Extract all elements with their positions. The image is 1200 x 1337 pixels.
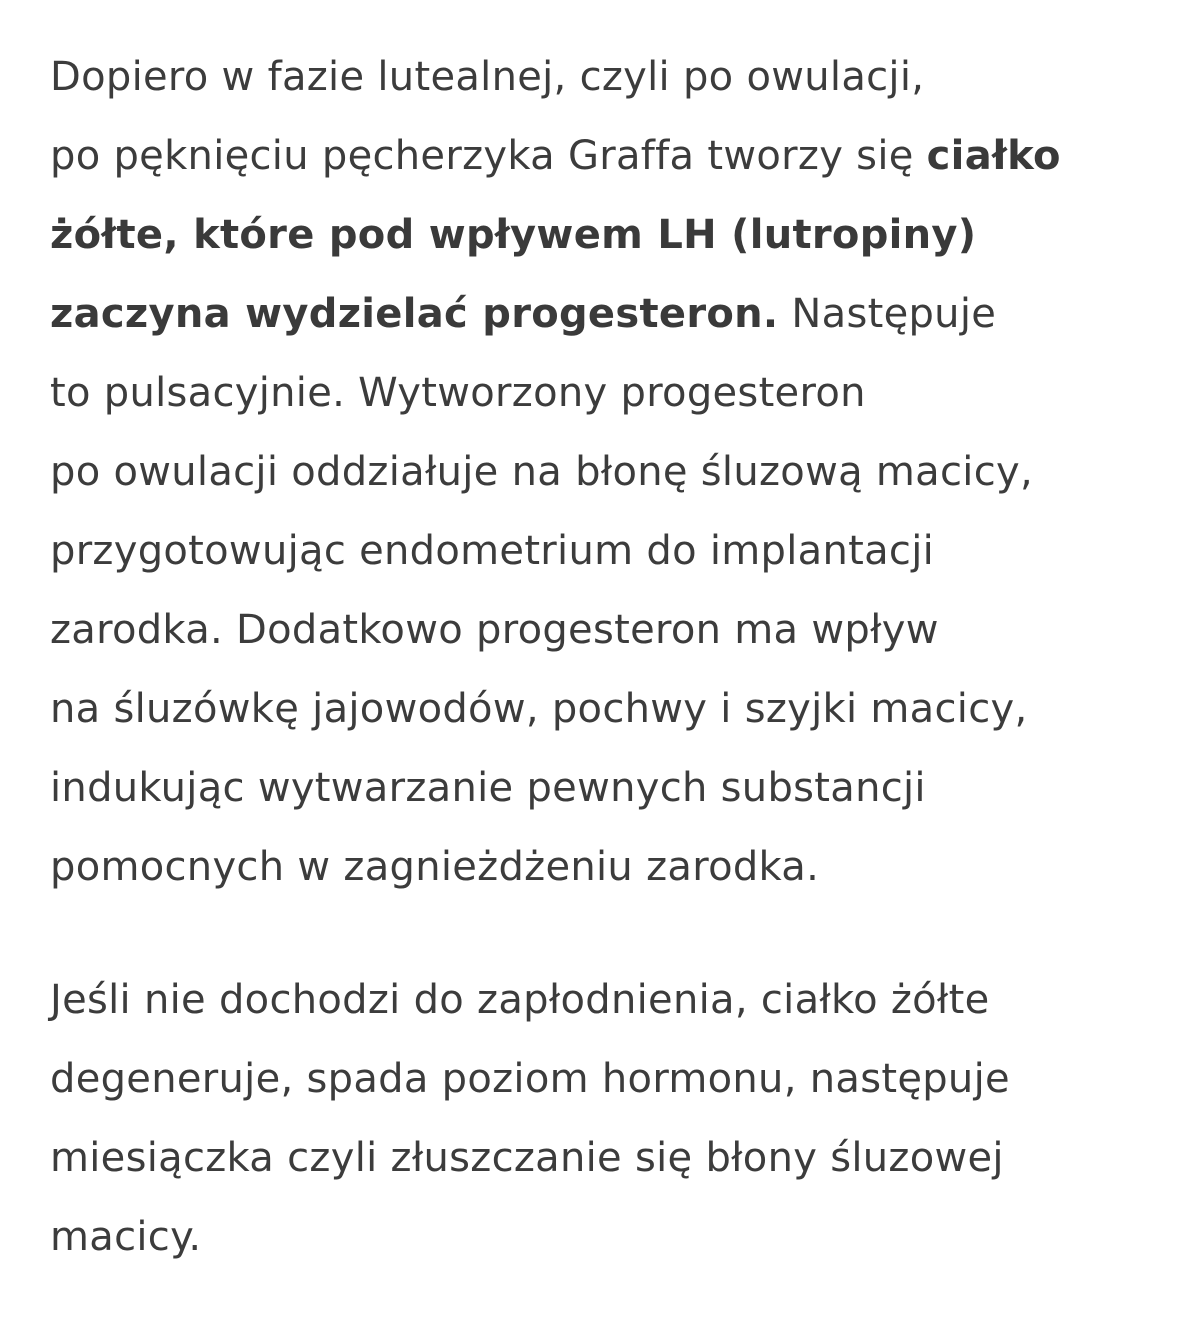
text-segment: Następuje <box>778 291 997 337</box>
text-line: macicy. <box>50 1214 202 1260</box>
text-line: miesiączka czyli złuszczanie się błony śluzowej <box>50 1135 1004 1181</box>
text-line: po owulacji oddziałuje na błonę śluzową macicy, <box>50 449 1033 495</box>
article-body <box>50 38 1160 1277</box>
text-line: to pulsacyjnie. Wytworzony progesteron <box>50 370 866 416</box>
text-line <box>50 117 1160 196</box>
text-line: indukując wytwarzanie pewnych substancji <box>50 765 926 811</box>
text-line: przygotowując endometrium do implantacji <box>50 528 935 574</box>
text-line: pomocnych w zagnieżdżeniu zarodka. <box>50 844 820 890</box>
bold-text-line: żółte, które pod wpływem LH (lutropiny) <box>50 212 977 258</box>
text-line: Dopiero w fazie lutealnej, czyli po owulacji, <box>50 54 925 100</box>
text-line: zarodka. Dodatkowo progesteron ma wpływ <box>50 607 939 653</box>
bold-text-segment: ciałko <box>926 133 1061 179</box>
paragraph-no-fertilization <box>50 961 1160 1277</box>
text-line: na śluzówkę jajowodów, pochwy i szyjki macicy, <box>50 686 1028 732</box>
text-line: degeneruje, spada poziom hormonu, następuje <box>50 1056 1010 1102</box>
paragraph-luteal-phase <box>50 38 1160 907</box>
bold-text-segment: zaczyna wydzielać progesteron. <box>50 291 779 337</box>
text-line <box>50 275 1160 354</box>
text-line: Jeśli nie dochodzi do zapłodnienia, ciałko żółte <box>50 977 990 1023</box>
text-segment: po pęknięciu pęcherzyka Graffa tworzy się <box>50 133 927 179</box>
